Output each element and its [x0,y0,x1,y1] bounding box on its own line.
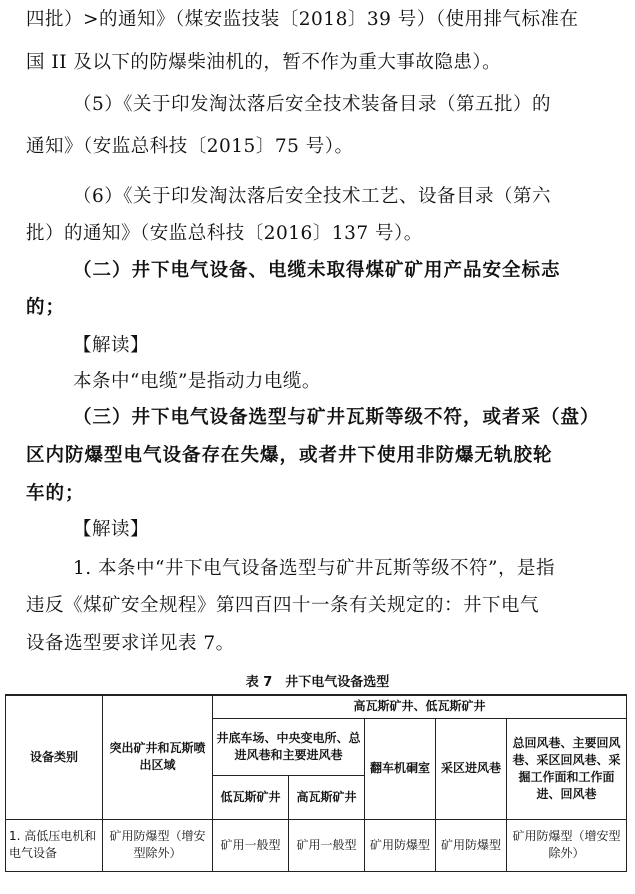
heading-item-2-line-2: 的； [26,297,66,318]
body-line-6: 批）的通知》（安监总科技〔2016〕137 号）。 [26,223,423,244]
cell-return-airways: 矿用防爆型（增安型除外） [507,819,627,871]
heading-item-3-line-3: 车的； [26,483,85,504]
body-line-7: 1. 本条中“井下电气设备选型与矿井瓦斯等级不符”，是指 [73,558,555,579]
header-mining-area-intake: 采区进风巷 [436,718,507,819]
body-line-2: 国 II 及以下的防爆柴油机的，暂不作为重大事故隐患）。 [26,52,502,73]
cell-low-gas-mine: 矿用一般型 [213,819,289,871]
header-high-low-gas-mines: 高瓦斯矿井、低瓦斯矿井 [213,695,627,718]
header-shaft-bottom-intake: 井底车场、中央变电所、总进风巷和主要进风巷 [213,718,365,775]
cell-high-gas-mine: 矿用一般型 [289,819,365,871]
header-low-gas-mine: 低瓦斯矿井 [213,775,289,819]
cell-category: 1. 高低压电机和电气设备 [6,819,103,871]
cell-mining-intake: 矿用防爆型 [436,819,507,871]
body-line-8: 违反《煤矿安全规程》第四百四十一条有关规定的：井下电气 [26,595,540,616]
interpretation-label-2: 【解读】 [73,519,150,540]
heading-item-2-line-1: （二）井下电气设备、电缆未取得煤矿矿用产品安全标志 [73,260,561,281]
body-line-9: 设备选型要求详见表 7。 [26,633,235,654]
table-row [6,819,627,871]
interpretation-label-1: 【解读】 [73,335,150,356]
cell-tipper-room: 矿用防爆型 [365,819,436,871]
body-line-3: （5）《关于印发淘汰落后安全技术装备目录（第五批）的 [73,94,552,115]
header-tipper-room: 翻车机硐室 [365,718,436,819]
cell-outburst: 矿用防爆型（增安型除外） [103,819,213,871]
heading-item-3-line-1: （三）井下电气设备选型与矿井瓦斯等级不符，或者采（盘） [73,407,600,428]
header-outburst-area: 突出矿井和瓦斯喷出区域 [103,695,213,819]
body-line-cable: 本条中“电缆”是指动力电缆。 [73,371,321,392]
equipment-selection-table [5,694,627,872]
header-return-airways: 总回风巷、主要回风巷、采区回风巷、采掘工作面和工作面进、回风巷 [507,718,627,819]
header-equipment-category: 设备类别 [6,695,103,819]
table-caption: 表 7 井下电气设备选型 [245,675,390,690]
body-line-1: 四批）>的通知》（煤安监技装〔2018〕39 号）（使用排气标准在 [26,9,579,30]
body-line-5: （6）《关于印发淘汰落后安全技术工艺、设备目录（第六 [73,186,552,207]
header-high-gas-mine: 高瓦斯矿井 [289,775,365,819]
heading-item-3-line-2: 区内防爆型电气设备存在失爆，或者井下使用非防爆无轨胶轮 [26,445,553,466]
body-line-4: 通知》（安监总科技〔2015〕75 号）。 [26,136,354,157]
